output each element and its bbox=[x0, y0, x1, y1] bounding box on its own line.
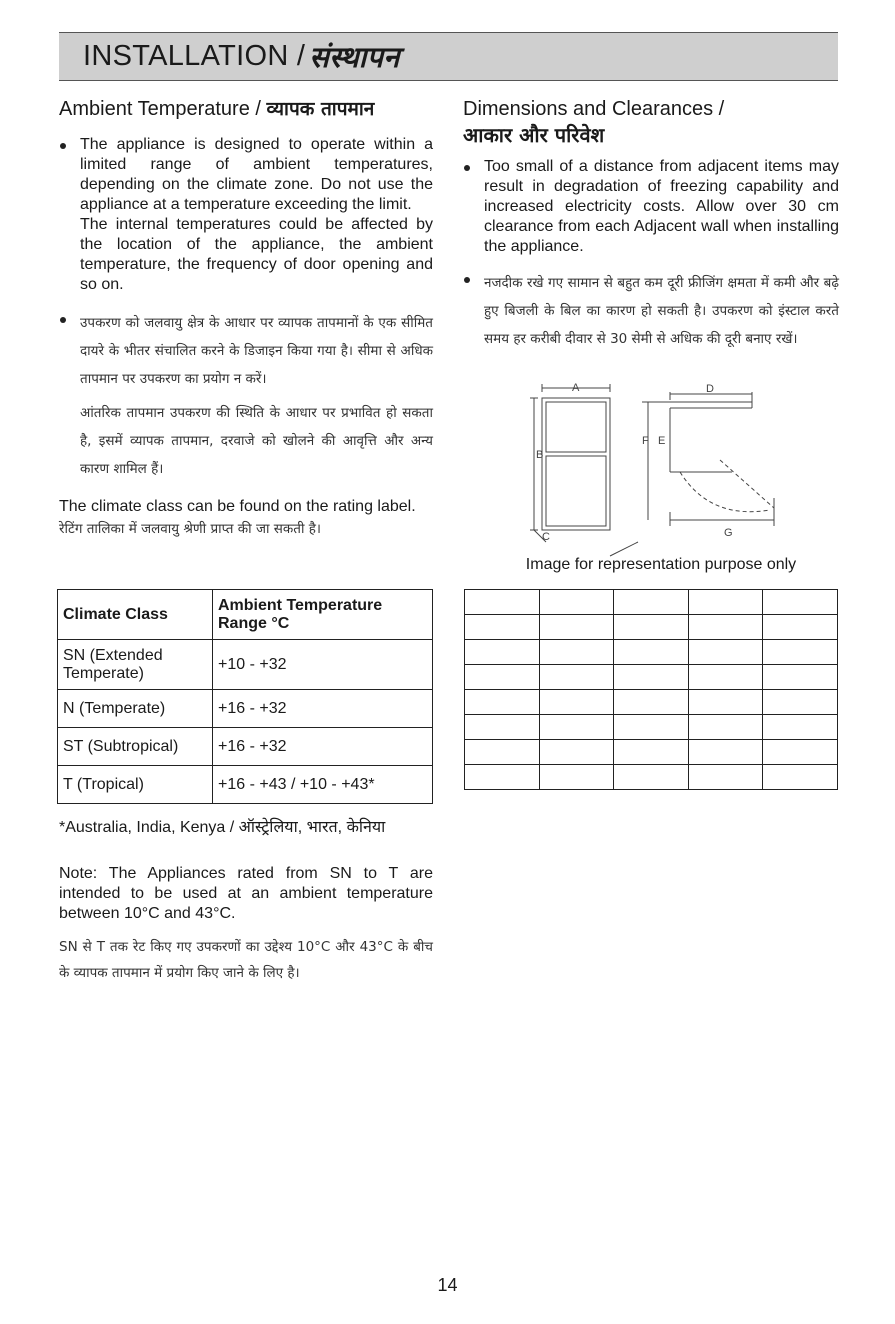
climate-note-en: The climate class can be found on the rating label. bbox=[59, 498, 416, 515]
dimensions-bullet-hi-text: नजदीक रखे गए सामान से बहुत कम दूरी फ्रीजिंग क्षमता में कमी और बढ़े हुए बिजली के बिल का कारण हो सकती है। उपकरण को इंस्टाल करते समय हर करीबी दीवार से 30 सेमी से अधिक की दूरी बनाए रखें। bbox=[484, 275, 839, 347]
ambient-bullet-en-p2: The internal temperatures could be affected by the location of the appliance, the ambient temperature, the frequency of door opening and so on. bbox=[80, 216, 433, 293]
table-header-cell: Climate Class bbox=[58, 590, 213, 640]
table-row bbox=[465, 715, 838, 740]
table-cell: +16 - +43 / +10 - +43* bbox=[213, 766, 433, 804]
table-cell: +16 - +32 bbox=[213, 690, 433, 728]
figure-caption: Image for representation purpose only bbox=[525, 556, 797, 573]
table-header-row bbox=[58, 590, 433, 640]
ambient-bullet-en-p1: The appliance is designed to operate within a limited range of ambient temperatures, depending on the climate zone. Do not use the appliance at a temperature exceeding the limit. bbox=[80, 136, 433, 213]
table-row bbox=[465, 740, 838, 765]
label-d: D bbox=[706, 383, 714, 395]
table-row bbox=[465, 590, 838, 615]
ambient-bullet-en bbox=[59, 135, 433, 295]
climate-note-hi: रेटिंग तालिका में जलवायु श्रेणी प्राप्त की जा सकती है। bbox=[59, 521, 322, 537]
table-row bbox=[58, 728, 433, 766]
table-row bbox=[465, 690, 838, 715]
ambient-bullet-hi-p1: उपकरण को जलवायु क्षेत्र के आधार पर व्यापक तापमानों के एक सीमित दायरे के भीतर संचालित करने के डिजाइन किया गया है। सीमा से अधिक तापमान पर उपकरण का प्रयोग न करें। bbox=[80, 315, 433, 387]
table-row bbox=[465, 665, 838, 690]
label-e: E bbox=[658, 435, 666, 447]
table-row bbox=[465, 765, 838, 790]
note-hi: SN से T तक रेट किए गए उपकरणों का उद्देश्य 10°C और 43°C के बीच के व्यापक तापमान में प्रयोग किए जाने के लिए है। bbox=[59, 939, 433, 981]
notes-block bbox=[59, 818, 433, 986]
footnote: *Australia, India, Kenya / ऑस्ट्रेलिया, भारत, केनिया bbox=[59, 819, 386, 836]
clearance-diagram bbox=[520, 380, 790, 560]
dimensions-bullet-en-text: Too small of a distance from adjacent items may result in degradation of freezing capability and increased electricity costs. Allow over 30 cm clearance from each Adjacent wall when installing the appliance. bbox=[484, 158, 839, 255]
climate-class-table bbox=[57, 589, 433, 804]
note-en: Note: The Appliances rated from SN to T are intended to be used at an ambient temperature between 10°C and 43°C. bbox=[59, 865, 433, 922]
ambient-section bbox=[59, 97, 433, 541]
section-header bbox=[59, 32, 838, 81]
table-cell: +16 - +32 bbox=[213, 728, 433, 766]
label-f: F bbox=[642, 435, 649, 447]
table-cell: +10 - +32 bbox=[213, 640, 433, 690]
dimensions-section bbox=[463, 97, 839, 353]
table-header-cell: Ambient Temperature Range °C bbox=[213, 590, 433, 640]
ambient-title-en: Ambient Temperature / bbox=[59, 98, 267, 120]
header-title-en: INSTALLATION / bbox=[83, 40, 306, 72]
dimensions-title-hi: आकार और परिवेश bbox=[463, 123, 605, 147]
table-row bbox=[465, 615, 838, 640]
dimensions-bullet-hi bbox=[463, 269, 839, 353]
table-cell: T (Tropical) bbox=[58, 766, 213, 804]
dimensions-title-en: Dimensions and Clearances / bbox=[463, 98, 725, 120]
page-number: 14 bbox=[437, 1275, 458, 1295]
dimensions-bullet-en bbox=[463, 157, 839, 257]
table-row bbox=[465, 640, 838, 665]
ambient-title bbox=[59, 97, 433, 121]
label-a: A bbox=[572, 382, 580, 394]
table-row bbox=[58, 640, 433, 690]
dimensions-table bbox=[464, 589, 838, 790]
label-b: B bbox=[536, 449, 544, 461]
header-title-hi: संस्थापन bbox=[309, 40, 400, 74]
ambient-bullet-hi bbox=[59, 309, 433, 483]
ambient-bullet-hi-p2: आंतरिक तापमान उपकरण की स्थिति के आधार पर प्रभावित हो सकता है, इसमें व्यापक तापमान, दरवाजे को खोलने की आवृत्ति और अन्य कारण शामिल हैं। bbox=[80, 405, 433, 477]
table-cell: ST (Subtropical) bbox=[58, 728, 213, 766]
label-c: C bbox=[542, 531, 550, 543]
table-cell: SN (Extended Temperate) bbox=[58, 640, 213, 690]
table-row bbox=[58, 690, 433, 728]
ambient-title-hi: व्यापक तापमान bbox=[266, 98, 375, 120]
label-g: G bbox=[724, 527, 733, 539]
table-cell: N (Temperate) bbox=[58, 690, 213, 728]
table-row bbox=[58, 766, 433, 804]
